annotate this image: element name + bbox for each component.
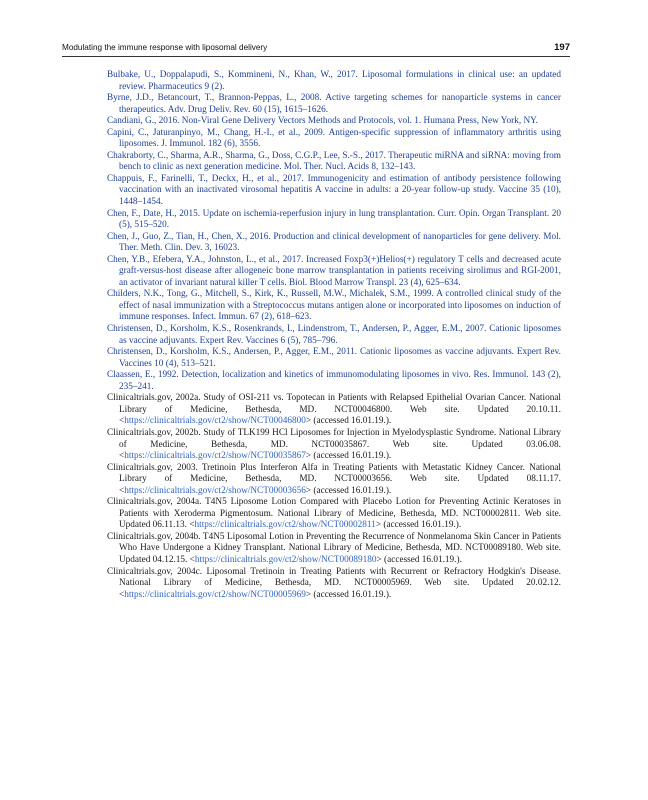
reference-url-link[interactable]: https://clinicaltrials.gov/ct2/show/NCT00005969 <box>124 589 306 600</box>
reference-item[interactable]: Chakraborty, C., Sharma, A.R., Sharma, G., Doss, C.G.P., Lee, S.-S., 2017. Therapeutic miRNA and siRNA: moving from bench to clinic as next generation medicine. Mol. Ther. Nucl. Acids 8, 132–143. <box>107 150 561 173</box>
reference-accessed: > (accessed 16.01.19.). <box>305 451 392 462</box>
reference-item <box>107 532 561 567</box>
page-number: 197 <box>554 42 570 53</box>
reference-item <box>107 393 561 428</box>
reference-text: Clinicaltrials.gov, 2003. Tretinoin Plus Interferon Alfa in Treating Patients with Metastatic Kidney Cancer. National Library of Medicine, Bethesda, MD. NCT00003656. Web site. Updated 08.11.17. < <box>107 462 561 496</box>
reference-item <box>107 428 561 463</box>
reference-text: Clinicaltrials.gov, 2004c. Liposomal Tretinoin in Treating Patients with Recurrent or Refractory Hodgkin's Disease. National Library of Medicine, Bethesda, MD. NCT00005969. Web site. Updated 20.02.12. < <box>107 566 561 600</box>
reference-item[interactable]: Candiani, G., 2016. Non-Viral Gene Delivery Vectors Methods and Protocols, vol. 1. Humana Press, New York, NY. <box>107 116 538 127</box>
reference-accessed: > (accessed 16.01.19.). <box>305 485 392 496</box>
reference-text: Clinicaltrials.gov, 2002a. Study of OSI-211 vs. Topotecan in Patients with Relapsed Epithelial Ovarian Cancer. National Library of Medicine, Bethesda, MD. NCT00046800. Web site. Updated 20.10.11. < <box>107 393 561 427</box>
reference-item[interactable]: Bulbake, U., Doppalapudi, S., Kommineni, N., Khan, W., 2017. Liposomal formulations in clinical use: an updated review. Pharmaceutics 9 (2). <box>107 70 561 92</box>
reference-accessed: > (accessed 16.01.19.). <box>375 520 462 531</box>
reference-item[interactable]: Capini, C., Jaturanpinyo, M., Chang, H.-I., et al., 2009. Antigen-specific suppression of inflammatory arthritis using liposomes. J. Immunol. 182 (6), 3556. <box>107 127 561 150</box>
reference-item[interactable]: Chappuis, F., Farinelli, T., Deckx, H., et al., 2017. Immunogenicity and estimation of antibody persistence following vaccination with an inactivated virosomal hepatitis A vaccine in adults: a 20-year follow-up study. Vaccine 35 (10), 1448–1454. <box>107 173 561 208</box>
reference-url-link[interactable]: https://clinicaltrials.gov/ct2/show/NCT00002811 <box>194 520 376 531</box>
reference-url-link[interactable]: https://clinicaltrials.gov/ct2/show/NCT00046800 <box>124 416 306 427</box>
reference-accessed: > (accessed 16.01.19.). <box>376 554 462 565</box>
reference-list <box>107 70 561 601</box>
reference-item[interactable]: Byrne, J.D., Betancourt, T., Brannon-Peppas, L., 2008. Active targeting schemes for nanoparticle systems in cancer therapeutics. Adv. Drug Deliv. Rev. 60 (15), 1615–1626. <box>107 93 561 115</box>
reference-url-link[interactable]: https://clinicaltrials.gov/ct2/show/NCT00003656 <box>124 485 306 496</box>
reference-item[interactable]: Christensen, D., Korsholm, K.S., Rosenkrands, I., Lindenstrom, T., Andersen, P., Agger, E.M., 2007. Cationic liposomes as vaccine adjuvants. Expert Rev. Vaccines 6 (5), 785–796. <box>107 324 561 346</box>
running-header <box>62 42 570 56</box>
running-title: Modulating the immune response with liposomal delivery <box>62 43 268 52</box>
reference-text: Clinicaltrials.gov, 2004b. T4N5 Liposomal Lotion in Preventing the Recurrence of Nonmelanoma Skin Cancer in Patients Who Have Undergone a Kidney Transplant. National Library of Medicine, Bethesda, MD. NCT00089180. Web site. Updated 04.12.15. < <box>107 531 561 565</box>
reference-url-link[interactable]: https://clinicaltrials.gov/ct2/show/NCT00089180 <box>194 554 377 565</box>
reference-accessed: > (accessed 16.01.19.). <box>305 589 392 600</box>
reference-item[interactable]: Claassen, E., 1992. Detection, localization and kinetics of immunomodulating liposomes in vivo. Res. Immunol. 143 (2), 235–241. <box>107 370 561 392</box>
reference-item[interactable]: Chen, Y.B., Efebera, Y.A., Johnston, L., et al., 2017. Increased Foxp3(+)Helios(+) regulatory T cells and decreased acute graft-versus-host disease after allogeneic bone marrow transplantation in patients receiving sirolimus and RGI-2001, an activator of invariant natural killer T cells. Biol. Blood Marrow Transpl. 23 (4), 625–634. <box>107 254 561 288</box>
reference-url-link[interactable]: https://clinicaltrials.gov/ct2/show/NCT00035867 <box>124 451 306 462</box>
reference-text: Clinicaltrials.gov, 2002b. Study of TLK199 HCl Liposomes for Injection in Myelodysplastic Syndrome. National Library of Medicine, Bethesda, MD. NCT00035867. Web site. Updated 03.06.08. < <box>107 427 561 462</box>
reference-item[interactable]: Christensen, D., Korsholm, K.S., Andersen, P., Agger, E.M., 2011. Cationic liposomes as vaccine adjuvants. Expert Rev. Vaccines 10 (4), 513–521. <box>107 347 561 369</box>
reference-item[interactable]: Chen, F., Date, H., 2015. Update on ischemia-reperfusion injury in lung transplantation. Curr. Opin. Organ Transplant. 20 (5), 515–520. <box>107 208 561 231</box>
reference-item[interactable]: Chen, J., Guo, Z., Tian, H., Chen, X., 2016. Production and clinical development of nanoparticles for gene delivery. Mol. Ther. Meth. Clin. Dev. 3, 16023. <box>107 231 561 254</box>
reference-accessed: > (accessed 16.01.19.). <box>305 416 392 427</box>
reference-item <box>107 497 561 532</box>
reference-item[interactable]: Childers, N.K., Tong, G., Mitchell, S., Kirk, K., Russell, M.W., Michalek, S.M., 1999. A controlled clinical study of the effect of nasal immunization with a Streptococcus mutans antigen alone or incorporated into liposomes on induction of immune responses. Infect. Immun. 67 (2), 618–623. <box>107 289 561 323</box>
reference-text: Clinicaltrials.gov, 2004a. T4N5 Liposome Lotion Compared with Placebo Lotion for Preventing Actinic Keratoses in Patients with Xeroderma Pigmentosum. National Library of Medicine, Bethesda, MD. NCT00002811. Web site. Updated 06.11.13. < <box>107 497 561 531</box>
header-rule <box>62 56 570 57</box>
reference-item <box>107 463 561 498</box>
reference-item <box>107 567 561 602</box>
